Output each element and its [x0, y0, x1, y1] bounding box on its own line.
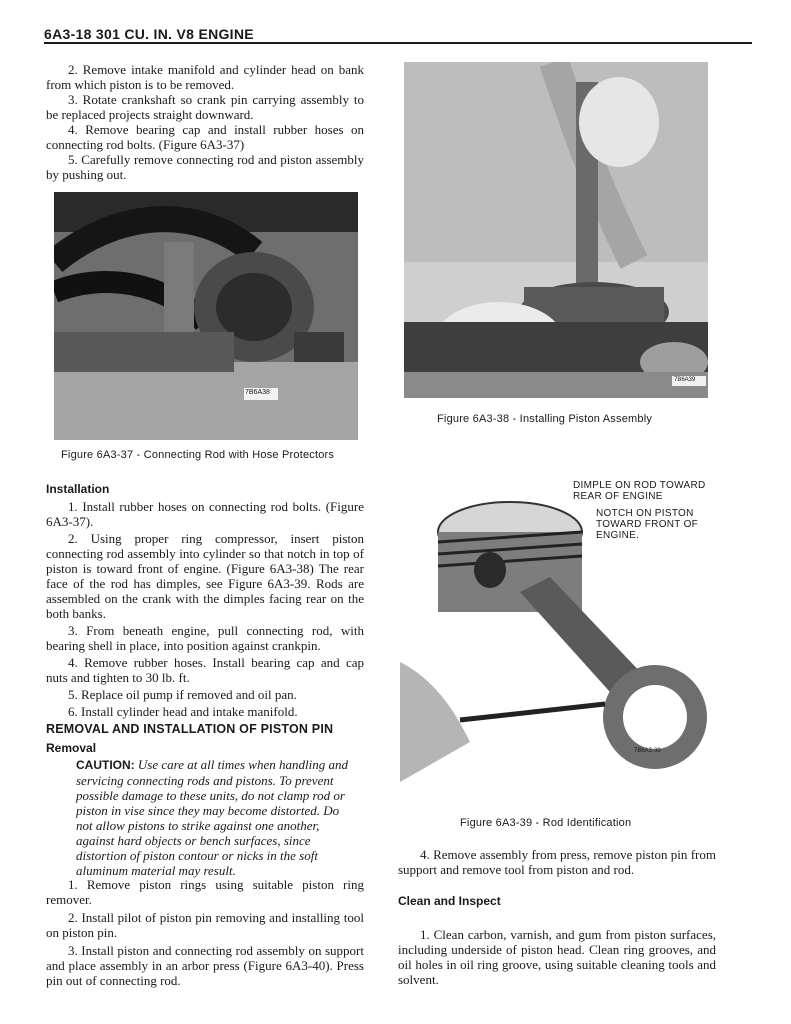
- pin-step-1: 1. Remove piston rings using suitable piston ring remover.: [46, 877, 364, 907]
- connecting-rod-hoses-image: [54, 192, 358, 440]
- install-step-5: 5. Replace oil pump if removed and oil pan.: [68, 687, 297, 702]
- pin-step-2: 2. Install pilot of piston pin removing and installing tool on piston pin.: [46, 910, 364, 940]
- header-rule: [44, 42, 752, 44]
- figure-37-tag: 7B6A38: [245, 389, 270, 396]
- figure-39-tag: 7B6A3-39: [634, 748, 661, 754]
- installation-heading: Installation: [46, 482, 110, 496]
- installing-piston-image: [404, 62, 708, 398]
- callout-dimple: [573, 480, 706, 502]
- install-step-6: 6. Install cylinder head and intake manifold.: [68, 704, 298, 719]
- callout-notch: [596, 508, 698, 541]
- step-3: 3. Rotate crankshaft so crank pin carrying assembly to be replaced projects straight downward.: [46, 92, 364, 122]
- pin-step-4-block: [398, 847, 716, 877]
- removal-subheading: Removal: [46, 741, 97, 755]
- figure-38-tag: 7B6A39: [674, 377, 696, 383]
- callout-notch-line-2: TOWARD FRONT OF: [596, 519, 699, 530]
- figure-37-photo: [54, 192, 358, 440]
- callout-notch-line-1: NOTCH ON PISTON: [596, 508, 694, 519]
- caution-label: CAUTION:: [76, 758, 135, 772]
- caution-block: [76, 757, 348, 878]
- piston-pin-steps: [46, 877, 364, 988]
- callout-dimple-line-2: REAR OF ENGINE: [573, 491, 663, 502]
- piston-pin-heading: REMOVAL AND INSTALLATION OF PISTON PIN: [46, 722, 334, 736]
- pin-step-3: 3. Install piston and connecting rod assembly on support and place assembly in an arbor press (Figure 6A3-40). Press pin out of connecting rod.: [46, 943, 364, 988]
- caution-text: Use care at all times when handling and servicing connecting rods and pistons. To prevent possible damage to these units, do not clamp rod or piston in vise since they may become distorted. Do not allow pistons to strike against one another, against hard objects or bench surfaces, since distortion of piston contour or nicks in the soft aluminum material may result.: [76, 757, 348, 878]
- step-5: 5. Carefully remove connecting rod and piston assembly by pushing out.: [46, 152, 364, 182]
- clean-inspect-block: [398, 927, 716, 987]
- install-step-3: 3. From beneath engine, pull connecting rod, with bearing shell in place, into position against crankpin.: [46, 623, 364, 653]
- figure-38-photo: [404, 62, 708, 398]
- callout-dimple-line-1: DIMPLE ON ROD TOWARD: [573, 480, 706, 491]
- callout-notch-line-3: ENGINE.: [596, 530, 640, 541]
- figure-38-caption: Figure 6A3-38 - Installing Piston Assembly: [437, 413, 653, 425]
- removal-steps: [46, 62, 364, 182]
- figure-37-caption: Figure 6A3-37 - Connecting Rod with Hose Protectors: [61, 449, 335, 461]
- page-header: 6A3-18 301 CU. IN. V8 ENGINE: [44, 26, 254, 42]
- clean-step-1: 1. Clean carbon, varnish, and gum from piston surfaces, including underside of piston head. Clean ring grooves, and oil holes in oil ring groove, using suitable cleaning tools and solvent.: [398, 927, 716, 987]
- figure-39-caption: Figure 6A3-39 - Rod Identification: [460, 817, 632, 829]
- clean-inspect-heading: Clean and Inspect: [398, 894, 501, 908]
- install-step-4: 4. Remove rubber hoses. Install bearing cap and cap nuts and tighten to 30 lb. ft.: [46, 655, 364, 685]
- installation-steps: [46, 499, 364, 719]
- install-step-2: 2. Using proper ring compressor, insert piston connecting rod assembly into cylinder so that notch in top of piston is toward front of engine. (Figure 6A3-38) The rear face of the rod has dimples, see Figure 6A3-39. Rods are assembled on the crank with the dimples facing rear on the both banks.: [46, 531, 364, 621]
- step-4: 4. Remove bearing cap and install rubber hoses on connecting rod bolts. (Figure 6A3-37): [46, 122, 364, 152]
- install-step-1: 1. Install rubber hoses on connecting rod bolts. (Figure 6A3-37).: [46, 499, 364, 529]
- pin-step-4: 4. Remove assembly from press, remove piston pin from support and remove tool from piston and rod.: [398, 847, 716, 877]
- step-2: 2. Remove intake manifold and cylinder head on bank from which piston is to be removed.: [46, 62, 364, 92]
